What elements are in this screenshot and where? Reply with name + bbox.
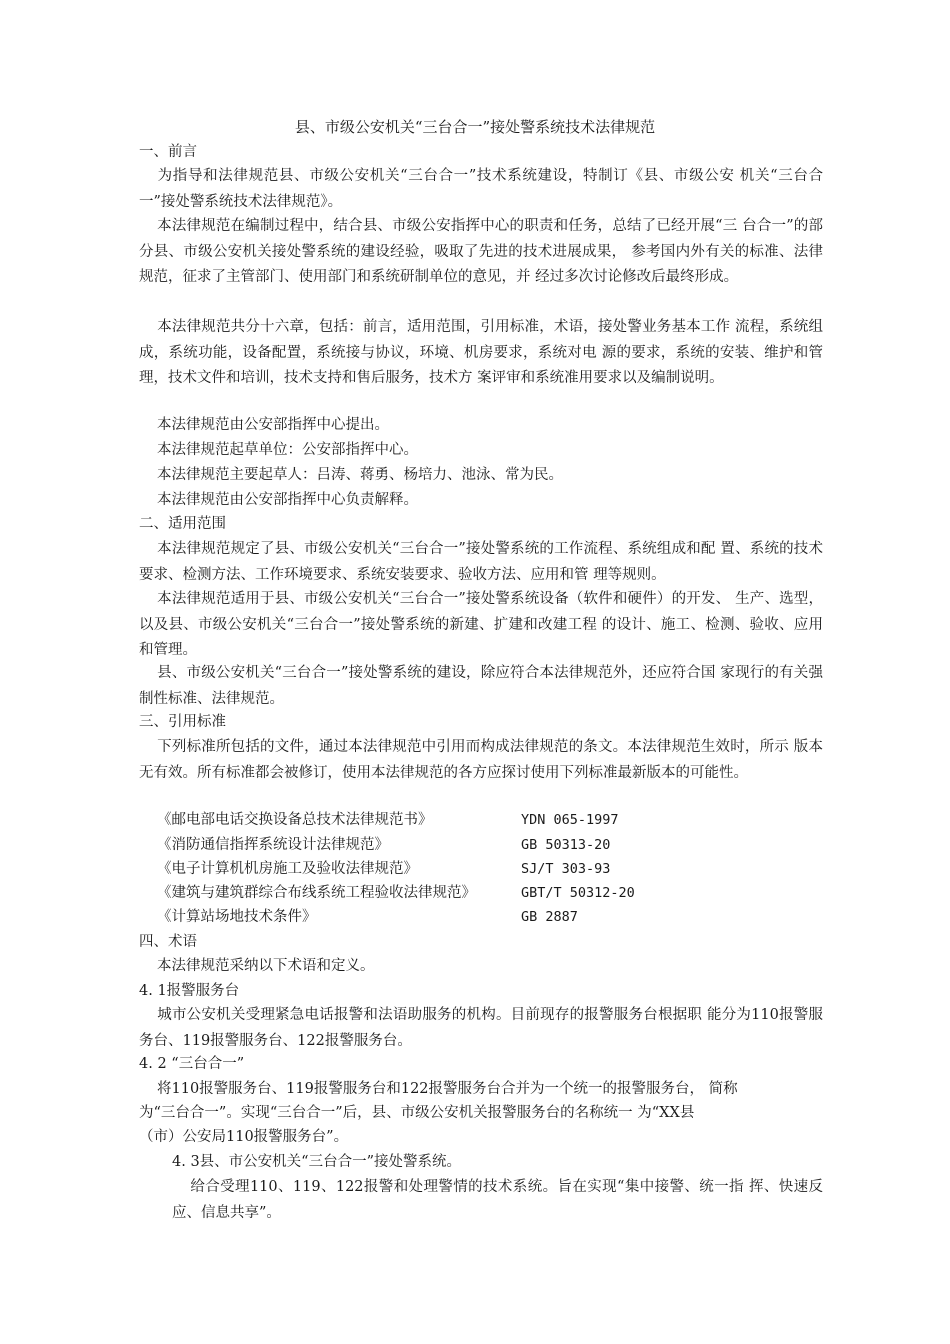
- section-heading-preface: 一、前言: [139, 144, 197, 160]
- reference-code: GBT/T 50312-20: [521, 885, 635, 901]
- term-4-2-line-2: 为“三台合一”。实现“三台合一”后，县、市级公安机关报警服务台的名称统一 为“XX县: [139, 1105, 695, 1121]
- term-4-2-heading: 4. 2 “三台合一”: [139, 1056, 245, 1072]
- reference-code: SJ/T 303-93: [521, 861, 611, 877]
- term-4-3-definition: 给合受理110、119、122报警和处理警情的技术系统。旨在实现“集中接警、统一指 挥、快速反应、信息共享”。: [172, 1179, 823, 1221]
- reference-row: [157, 905, 717, 929]
- term-4-1-heading: 4. 1报警服务台: [139, 983, 240, 999]
- preface-paragraph-3: 本法律规范共分十六章，包括：前言，适用范围，引用标准，术语，接处警业务基本工作 流程，系统组成，系统功能，设备配置，系统接与协议，环境、机房要求，系统对电 源的要求，系统的安装、维护和管理，技术文件和培训，技术支持和售后服务，技术方 案评审和系统准用要求以及编制说明。: [139, 319, 823, 386]
- reference-code: GB 2887: [521, 909, 578, 925]
- preface-paragraph-2: 本法律规范在编制过程中，结合县、市级公安指挥中心的职责和任务，总结了已经开展“三 台合一”的部分县、市级公安机关接处警系统的建设经验，吸取了先进的技术进展成果， 参考国内外有关的标准、法律规范，征求了主管部门、使用部门和系统研制单位的意见，并 经过多次讨论修改后最终形成。: [139, 218, 823, 285]
- section-heading-terms: 四、术语: [139, 934, 197, 950]
- term-4-2-line-3: （市）公安局110报警服务台”。: [139, 1129, 349, 1145]
- reference-name: 《邮电部电话交换设备总技术法律规范书》: [157, 812, 433, 828]
- reference-name: 《消防通信指挥系统设计法律规范》: [157, 837, 389, 853]
- document-title: 县、市级公安机关“三台合一”接处警系统技术法律规范: [294, 118, 656, 136]
- section-heading-references: 三、引用标准: [139, 714, 226, 730]
- section-heading-scope: 二、适用范围: [139, 516, 226, 532]
- preface-paragraph-1: 为指导和法律规范县、市级公安机关“三台合一”技术系统建设，特制订《县、市级公安 机关“三台合一”接处警系统技术法律规范》。: [139, 168, 824, 210]
- scope-paragraph-1: 本法律规范规定了县、市级公安机关“三台合一”接处警系统的工作流程、系统组成和配 置、系统的技术要求、检测方法、工作环境要求、系统安装要求、验收方法、应用和管 理等规则。: [139, 541, 823, 583]
- preface-line-proposer: 本法律规范由公安部指挥中心提出。: [157, 417, 389, 433]
- reference-code: GB 50313-20: [521, 837, 611, 853]
- reference-row: [157, 881, 717, 905]
- reference-name: 《建筑与建筑群综合布线系统工程验收法律规范》: [157, 885, 476, 901]
- term-4-2-line-1: 将110报警服务台、119报警服务台和122报警服务台合并为一个统一的报警服务台， 简称: [157, 1081, 738, 1097]
- references-paragraph: 下列标准所包括的文件，通过本法律规范中引用而构成法律规范的条文。本法律规范生效时，所示 版本无有效。所有标准都会被修订，使用本法律规范的各方应探讨使用下列标准最新版本的可能性。: [139, 739, 823, 781]
- preface-line-interpretation: 本法律规范由公安部指挥中心负责解释。: [157, 492, 418, 508]
- reference-name: 《电子计算机机房施工及验收法律规范》: [157, 861, 418, 877]
- reference-row: [157, 808, 717, 832]
- term-4-3-heading: 4. 3县、市公安机关“三台合一”接处警系统。: [172, 1154, 461, 1170]
- reference-row: [157, 833, 717, 857]
- preface-line-drafters: 本法律规范主要起草人：吕涛、蒋勇、杨培力、池泳、常为民。: [157, 467, 563, 483]
- scope-paragraph-2: 本法律规范适用于县、市级公安机关“三台合一”接处警系统设备（软件和硬件）的开发、 生产、选型，以及县、市级公安机关“三台合一”接处警系统的新建、扩建和改建工程 的设计、施工、检测、验收、应用和管理。: [139, 591, 823, 658]
- reference-code: YDN 065-1997: [521, 812, 619, 828]
- preface-line-drafter-unit: 本法律规范起草单位：公安部指挥中心。: [157, 442, 418, 458]
- term-4-1-definition: 城市公安机关受理紧急电话报警和法语助服务的机构。目前现存的报警服务台根据职 能分为110报警服务台、119报警服务台、122报警服务台。: [139, 1007, 823, 1049]
- scope-paragraph-3: 县、市级公安机关“三台合一”接处警系统的建设，除应符合本法律规范外，还应符合国 家现行的有关强制性标准、法律规范。: [139, 665, 823, 707]
- reference-row: [157, 857, 717, 881]
- reference-name: 《计算站场地技术条件》: [157, 909, 317, 925]
- terms-intro: 本法律规范采纳以下术语和定义。: [157, 958, 375, 974]
